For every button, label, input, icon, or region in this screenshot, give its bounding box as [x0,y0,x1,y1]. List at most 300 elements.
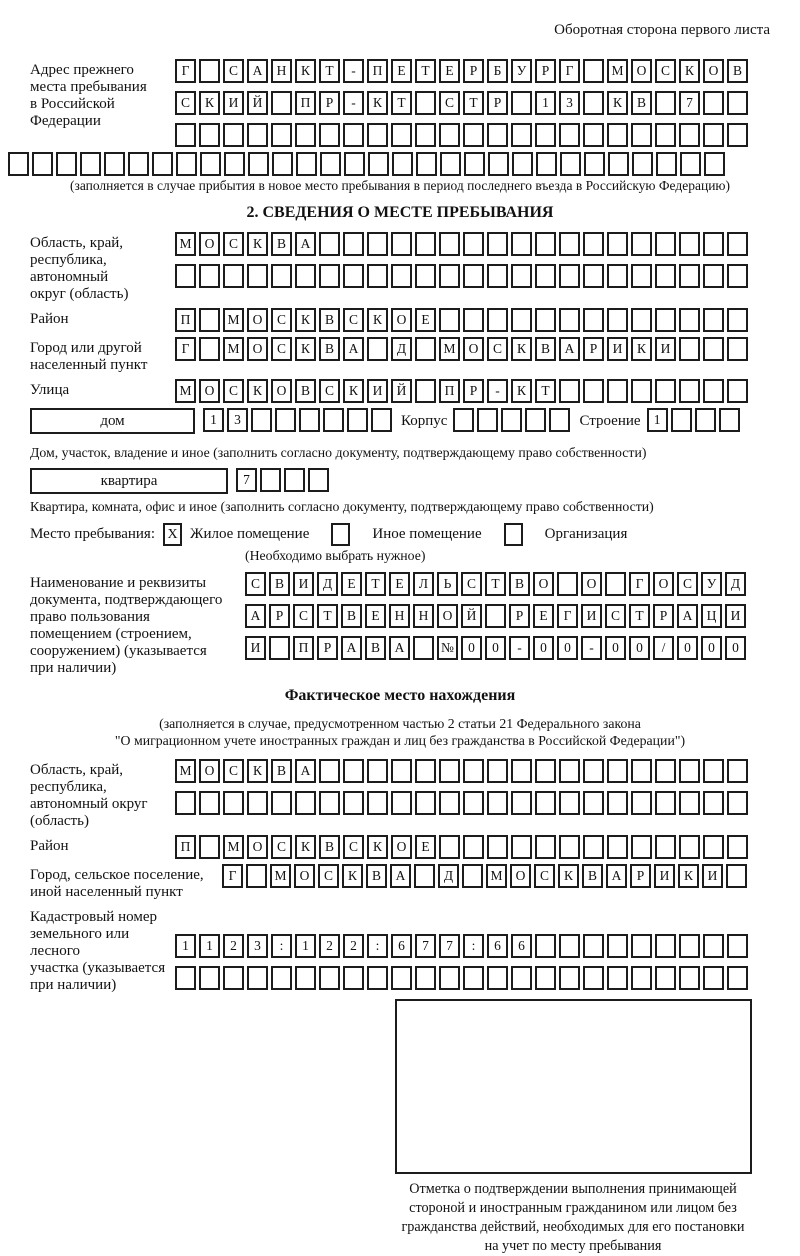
char-box[interactable]: Т [463,91,484,115]
char-box[interactable] [535,264,556,288]
char-box[interactable] [559,232,580,256]
char-box[interactable]: О [391,308,412,332]
char-box[interactable] [631,379,652,403]
char-box[interactable]: Л [413,572,434,596]
char-box[interactable] [727,835,748,859]
char-box[interactable] [487,835,508,859]
char-box[interactable]: С [293,604,314,628]
char-box[interactable] [248,152,269,176]
char-box[interactable] [631,264,652,288]
char-box[interactable] [415,966,436,990]
char-box[interactable] [703,835,724,859]
char-box[interactable] [319,123,340,147]
char-box[interactable] [463,232,484,256]
char-box[interactable] [679,835,700,859]
char-box[interactable] [367,264,388,288]
char-box[interactable] [488,152,509,176]
char-box[interactable] [583,379,604,403]
house-type-field[interactable]: дом [30,408,195,434]
char-box[interactable]: А [245,604,266,628]
char-box[interactable]: Г [222,864,243,888]
char-box[interactable] [607,379,628,403]
char-box[interactable] [414,864,435,888]
char-box[interactable]: 1 [199,934,220,958]
char-box[interactable] [607,264,628,288]
char-box[interactable]: К [678,864,699,888]
char-box[interactable] [415,379,436,403]
char-box[interactable]: - [343,91,364,115]
char-box[interactable] [464,152,485,176]
char-box[interactable]: Р [463,59,484,83]
char-box[interactable] [223,966,244,990]
char-box[interactable]: Г [175,59,196,83]
char-box[interactable]: О [199,759,220,783]
char-box[interactable] [559,379,580,403]
char-box[interactable] [511,966,532,990]
char-box[interactable] [655,759,676,783]
char-box[interactable]: Р [463,379,484,403]
char-box[interactable] [415,264,436,288]
char-box[interactable]: Т [415,59,436,83]
char-box[interactable] [671,408,692,432]
char-box[interactable] [343,232,364,256]
char-box[interactable] [535,791,556,815]
char-box[interactable] [271,264,292,288]
char-box[interactable] [695,408,716,432]
char-box[interactable] [295,791,316,815]
char-box[interactable]: Р [535,59,556,83]
char-box[interactable] [260,468,281,492]
char-box[interactable] [727,123,748,147]
char-box[interactable]: М [607,59,628,83]
char-box[interactable] [656,152,677,176]
char-box[interactable]: С [487,337,508,361]
char-box[interactable]: Е [389,572,410,596]
char-box[interactable] [679,379,700,403]
char-box[interactable]: П [175,835,196,859]
char-box[interactable]: 2 [343,934,364,958]
char-box[interactable]: К [295,308,316,332]
char-box[interactable] [463,123,484,147]
char-box[interactable]: О [391,835,412,859]
char-box[interactable] [511,759,532,783]
char-box[interactable]: К [679,59,700,83]
char-box[interactable]: В [509,572,530,596]
char-box[interactable]: Е [439,59,460,83]
char-box[interactable] [559,123,580,147]
char-box[interactable] [559,264,580,288]
char-box[interactable]: М [223,337,244,361]
char-box[interactable]: П [293,636,314,660]
char-box[interactable]: Н [389,604,410,628]
char-box[interactable] [655,791,676,815]
char-box[interactable] [347,408,368,432]
char-box[interactable] [453,408,474,432]
char-box[interactable]: П [295,91,316,115]
char-box[interactable] [631,232,652,256]
char-box[interactable] [607,966,628,990]
char-box[interactable]: / [653,636,674,660]
char-box[interactable]: 0 [605,636,626,660]
char-box[interactable]: У [701,572,722,596]
char-box[interactable] [247,791,268,815]
char-box[interactable] [271,91,292,115]
char-box[interactable]: Т [317,604,338,628]
char-box[interactable]: К [367,835,388,859]
char-box[interactable]: К [343,379,364,403]
char-box[interactable]: Й [391,379,412,403]
char-box[interactable] [319,759,340,783]
char-box[interactable] [703,966,724,990]
char-box[interactable] [655,264,676,288]
char-box[interactable] [631,934,652,958]
char-box[interactable] [463,308,484,332]
char-box[interactable]: А [343,337,364,361]
char-box[interactable]: О [510,864,531,888]
char-box[interactable]: П [175,308,196,332]
char-box[interactable] [512,152,533,176]
char-box[interactable] [224,152,245,176]
char-box[interactable]: С [534,864,555,888]
char-box[interactable]: 0 [461,636,482,660]
char-box[interactable] [485,604,506,628]
char-box[interactable] [175,966,196,990]
char-box[interactable]: 7 [415,934,436,958]
char-box[interactable] [655,91,676,115]
char-box[interactable]: О [199,379,220,403]
char-box[interactable] [631,759,652,783]
char-box[interactable] [487,232,508,256]
char-box[interactable] [719,408,740,432]
char-box[interactable] [511,835,532,859]
char-box[interactable]: Е [391,59,412,83]
char-box[interactable]: Р [583,337,604,361]
char-box[interactable]: И [654,864,675,888]
char-box[interactable]: 2 [223,934,244,958]
char-box[interactable]: С [223,759,244,783]
char-box[interactable] [679,966,700,990]
char-box[interactable] [299,408,320,432]
char-box[interactable]: 3 [227,408,248,432]
char-box[interactable] [583,791,604,815]
char-box[interactable]: Е [415,835,436,859]
char-box[interactable]: И [725,604,746,628]
char-box[interactable]: Г [557,604,578,628]
char-box[interactable] [583,308,604,332]
char-box[interactable]: 1 [535,91,556,115]
char-box[interactable] [655,835,676,859]
char-box[interactable]: О [703,59,724,83]
char-box[interactable] [487,791,508,815]
char-box[interactable]: А [295,232,316,256]
checkbox-other-premises[interactable] [331,523,350,546]
char-box[interactable]: 0 [677,636,698,660]
char-box[interactable]: К [247,379,268,403]
char-box[interactable] [679,123,700,147]
char-box[interactable]: С [245,572,266,596]
char-box[interactable]: И [655,337,676,361]
char-box[interactable]: К [199,91,220,115]
char-box[interactable]: 6 [391,934,412,958]
char-box[interactable] [477,408,498,432]
char-box[interactable] [199,337,220,361]
char-box[interactable]: А [247,59,268,83]
char-box[interactable] [128,152,149,176]
char-box[interactable] [679,337,700,361]
char-box[interactable]: В [341,604,362,628]
char-box[interactable] [175,123,196,147]
char-box[interactable] [727,232,748,256]
char-box[interactable] [559,966,580,990]
char-box[interactable] [367,337,388,361]
char-box[interactable] [501,408,522,432]
char-box[interactable] [727,791,748,815]
char-box[interactable]: О [653,572,674,596]
char-box[interactable] [271,966,292,990]
char-box[interactable]: П [367,59,388,83]
char-box[interactable] [343,966,364,990]
char-box[interactable]: 7 [439,934,460,958]
char-box[interactable] [391,759,412,783]
char-box[interactable]: С [319,379,340,403]
char-box[interactable] [463,759,484,783]
char-box[interactable] [559,835,580,859]
char-box[interactable]: : [367,934,388,958]
char-box[interactable]: Е [341,572,362,596]
char-box[interactable] [679,308,700,332]
char-box[interactable]: Н [413,604,434,628]
char-box[interactable] [583,759,604,783]
char-box[interactable]: № [437,636,458,660]
char-box[interactable] [295,264,316,288]
char-box[interactable] [511,123,532,147]
char-box[interactable] [371,408,392,432]
char-box[interactable] [199,123,220,147]
char-box[interactable] [655,966,676,990]
char-box[interactable]: С [655,59,676,83]
char-box[interactable]: Б [487,59,508,83]
char-box[interactable]: Н [271,59,292,83]
char-box[interactable]: С [677,572,698,596]
char-box[interactable]: О [247,835,268,859]
char-box[interactable]: К [367,91,388,115]
char-box[interactable]: 0 [485,636,506,660]
char-box[interactable]: В [727,59,748,83]
char-box[interactable]: К [631,337,652,361]
char-box[interactable] [80,152,101,176]
apartment-type-field[interactable]: квартира [30,468,228,494]
char-box[interactable]: И [293,572,314,596]
char-box[interactable] [703,232,724,256]
char-box[interactable]: М [486,864,507,888]
char-box[interactable] [535,966,556,990]
char-box[interactable]: К [247,232,268,256]
char-box[interactable]: Е [533,604,554,628]
char-box[interactable] [271,123,292,147]
char-box[interactable] [511,264,532,288]
char-box[interactable] [679,232,700,256]
char-box[interactable]: И [223,91,244,115]
char-box[interactable] [391,966,412,990]
char-box[interactable] [703,123,724,147]
char-box[interactable] [679,264,700,288]
char-box[interactable] [56,152,77,176]
char-box[interactable] [367,759,388,783]
char-box[interactable]: 1 [647,408,668,432]
char-box[interactable]: С [605,604,626,628]
char-box[interactable]: Р [269,604,290,628]
char-box[interactable] [275,408,296,432]
char-box[interactable] [584,152,605,176]
char-box[interactable]: М [175,232,196,256]
char-box[interactable]: С [223,379,244,403]
char-box[interactable] [536,152,557,176]
char-box[interactable] [223,123,244,147]
char-box[interactable]: С [343,835,364,859]
char-box[interactable]: С [223,232,244,256]
char-box[interactable] [104,152,125,176]
char-box[interactable] [247,264,268,288]
char-box[interactable] [525,408,546,432]
char-box[interactable]: Е [365,604,386,628]
char-box[interactable] [199,264,220,288]
char-box[interactable]: В [271,759,292,783]
char-box[interactable] [247,966,268,990]
char-box[interactable]: Р [509,604,530,628]
char-box[interactable]: Р [319,91,340,115]
char-box[interactable]: У [511,59,532,83]
char-box[interactable]: С [271,835,292,859]
char-box[interactable] [727,966,748,990]
char-box[interactable] [272,152,293,176]
char-box[interactable]: 1 [295,934,316,958]
char-box[interactable]: О [631,59,652,83]
char-box[interactable]: 3 [247,934,268,958]
char-box[interactable] [560,152,581,176]
char-box[interactable] [463,264,484,288]
char-box[interactable]: 0 [557,636,578,660]
char-box[interactable] [535,835,556,859]
char-box[interactable] [655,123,676,147]
char-box[interactable]: А [559,337,580,361]
char-box[interactable] [463,966,484,990]
char-box[interactable] [703,934,724,958]
char-box[interactable] [559,308,580,332]
char-box[interactable] [463,791,484,815]
char-box[interactable]: В [269,572,290,596]
checkbox-residential[interactable]: X [163,523,182,546]
char-box[interactable] [655,308,676,332]
char-box[interactable] [703,379,724,403]
char-box[interactable] [727,91,748,115]
char-box[interactable] [511,308,532,332]
char-box[interactable]: Ь [437,572,458,596]
char-box[interactable]: И [702,864,723,888]
char-box[interactable]: 0 [629,636,650,660]
char-box[interactable]: К [295,835,316,859]
char-box[interactable] [416,152,437,176]
char-box[interactable] [439,123,460,147]
char-box[interactable] [415,91,436,115]
char-box[interactable] [703,308,724,332]
char-box[interactable]: - [581,636,602,660]
char-box[interactable] [679,759,700,783]
char-box[interactable]: К [607,91,628,115]
char-box[interactable]: 0 [701,636,722,660]
char-box[interactable] [415,123,436,147]
char-box[interactable] [323,408,344,432]
char-box[interactable] [583,91,604,115]
char-box[interactable] [631,966,652,990]
char-box[interactable]: И [367,379,388,403]
char-box[interactable] [608,152,629,176]
char-box[interactable]: О [271,379,292,403]
char-box[interactable] [199,835,220,859]
char-box[interactable] [199,59,220,83]
char-box[interactable]: А [390,864,411,888]
char-box[interactable] [703,264,724,288]
char-box[interactable] [727,308,748,332]
char-box[interactable]: - [487,379,508,403]
char-box[interactable]: И [607,337,628,361]
char-box[interactable] [583,934,604,958]
char-box[interactable] [439,264,460,288]
char-box[interactable] [462,864,483,888]
char-box[interactable]: Т [391,91,412,115]
char-box[interactable]: Т [485,572,506,596]
char-box[interactable]: С [271,308,292,332]
char-box[interactable] [607,759,628,783]
char-box[interactable] [199,308,220,332]
char-box[interactable]: А [606,864,627,888]
char-box[interactable] [320,152,341,176]
char-box[interactable] [295,123,316,147]
char-box[interactable] [296,152,317,176]
char-box[interactable] [559,759,580,783]
char-box[interactable] [415,337,436,361]
char-box[interactable] [319,264,340,288]
char-box[interactable] [583,264,604,288]
char-box[interactable] [535,934,556,958]
char-box[interactable] [413,636,434,660]
char-box[interactable]: И [245,636,266,660]
char-box[interactable] [703,91,724,115]
char-box[interactable] [463,835,484,859]
char-box[interactable] [679,791,700,815]
char-box[interactable] [704,152,725,176]
char-box[interactable] [559,791,580,815]
checkbox-organization[interactable] [504,523,523,546]
char-box[interactable]: Г [559,59,580,83]
char-box[interactable]: Т [319,59,340,83]
char-box[interactable]: А [295,759,316,783]
char-box[interactable] [607,791,628,815]
char-box[interactable] [583,59,604,83]
char-box[interactable] [439,966,460,990]
char-box[interactable] [726,864,747,888]
char-box[interactable] [535,308,556,332]
char-box[interactable]: А [677,604,698,628]
char-box[interactable] [439,308,460,332]
char-box[interactable]: 1 [175,934,196,958]
char-box[interactable]: О [247,337,268,361]
char-box[interactable]: Г [629,572,650,596]
char-box[interactable] [200,152,221,176]
char-box[interactable]: 7 [236,468,257,492]
char-box[interactable] [607,123,628,147]
char-box[interactable]: Д [725,572,746,596]
char-box[interactable] [246,864,267,888]
